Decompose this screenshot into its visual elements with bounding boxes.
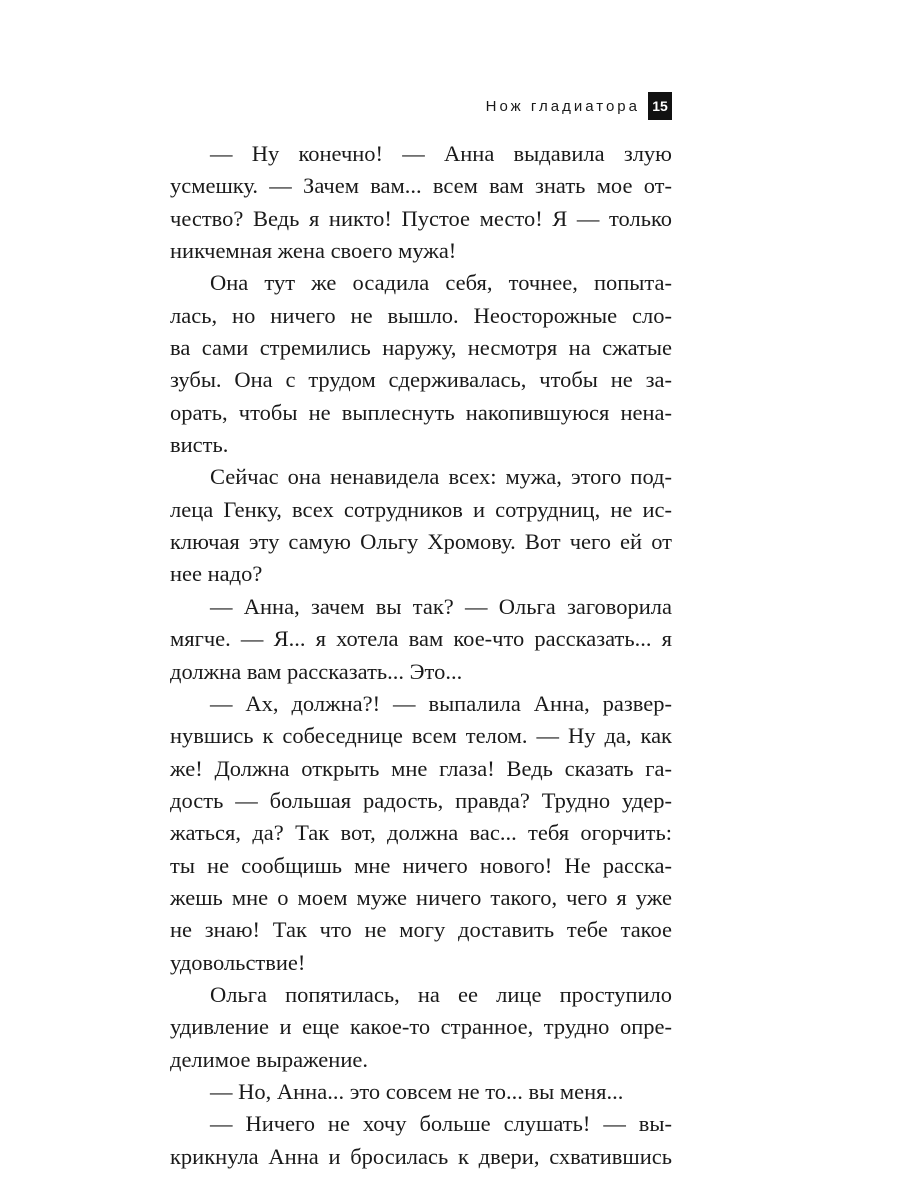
text-line: орать, чтобы не выплеснуть накопившуюся нена- [170,399,672,425]
text-line: ключая эту самую Ольгу Хромову. Вот чего ей от [170,529,672,555]
page-number: 15 [648,92,672,120]
text-line: леца Генку, всех сотрудников и сотрудниц, не ис- [170,496,672,522]
text-line: ты не сообщишь мне ничего нового! Не расска- [170,852,672,878]
text-line: делимое выражение. [170,1046,368,1072]
text-line: удовольствие! [170,949,306,975]
text-line: зубы. Она с трудом сдерживалась, чтобы не за- [170,367,672,393]
text-line: крикнула Анна и бросилась к двери, схватившись [170,1143,672,1169]
text-line: ва сами стремились наружу, несмотря на сжатые [170,335,672,361]
text-line: — Анна, зачем вы так? — Ольга заговорила [210,593,672,619]
text-line: усмешку. — Зачем вам... всем вам знать мое от- [170,173,672,199]
text-line: мягче. — Я... я хотела вам кое-что рассказать... я [170,626,672,652]
text-line: — Ах, должна?! — выпалила Анна, развер- [210,690,672,716]
text-line: висть. [170,432,229,458]
text-line: чество? Ведь я никто! Пустое место! Я — только [170,205,672,231]
text-line: не знаю! Так что не могу доставить тебе такое [170,917,672,943]
book-title: Нож гладиатора [485,97,640,115]
running-header [486,92,672,120]
text-line: жаться, да? Так вот, должна вас... тебя огорчить: [170,820,672,846]
text-line: — Но, Анна... это совсем не то... вы меня... [210,1078,624,1104]
text-line: никчемная жена своего мужа! [170,238,457,264]
text-line: нувшись к собеседнице всем телом. — Ну да, как [170,723,672,749]
text-line: нее надо? [170,561,263,587]
text-line: дость — большая радость, правда? Трудно удер- [170,787,672,813]
text-line: — Ну конечно! — Анна выдавила злую [210,141,672,166]
body-text [170,138,672,1173]
text-line: удивление и еще какое-то странное, трудно опре- [170,1014,672,1040]
text-line: должна вам рассказать... Это... [170,658,463,684]
text-line: Она тут же осадила себя, точнее, попыта- [210,270,672,296]
text-line: лась, но ничего не вышло. Неосторожные сло- [170,302,672,328]
text-line: Ольга попятилась, на ее лице проступило [210,981,672,1007]
text-line: же! Должна открыть мне глаза! Ведь сказать га- [170,755,672,781]
text-line: — Ничего не хочу больше слушать! — вы- [210,1111,672,1137]
text-line: жешь мне о моем муже ничего такого, чего я уже [170,884,672,910]
text-line: Сейчас она ненавидела всех: мужа, этого под- [210,464,672,490]
